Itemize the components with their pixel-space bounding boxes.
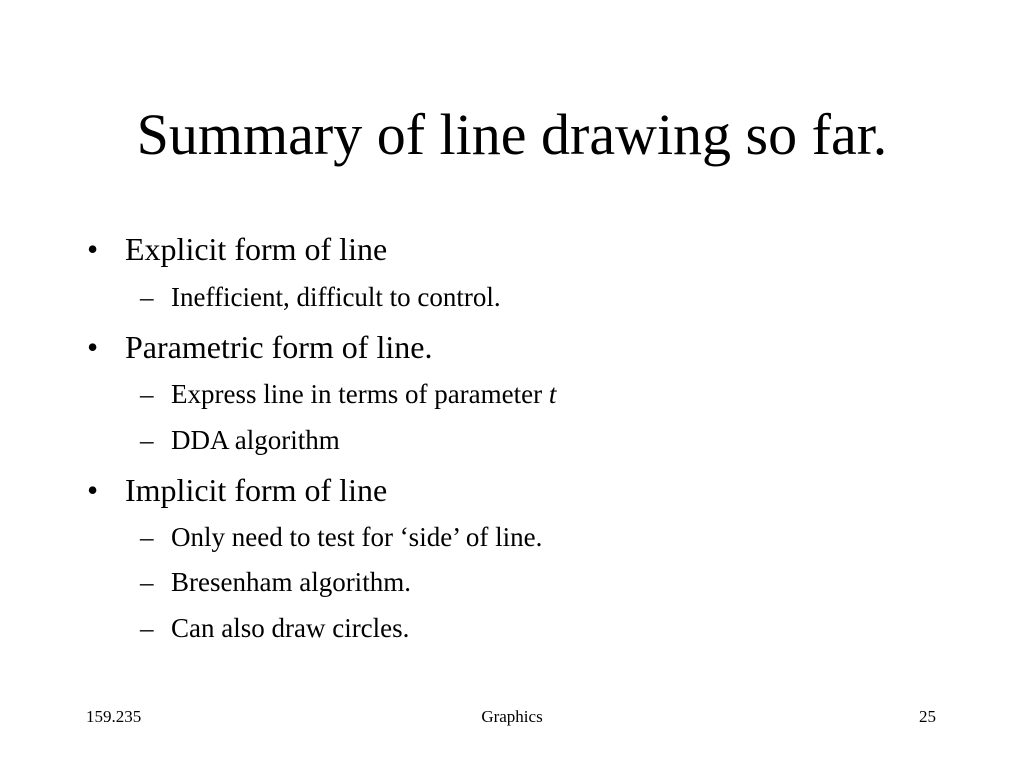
sub-bullet-marker: – xyxy=(140,613,154,643)
sub-bullet-text: Bresenham algorithm. xyxy=(171,567,411,597)
sub-bullet-marker: – xyxy=(140,379,154,409)
sub-bullet-text: Inefficient, difficult to control. xyxy=(171,282,501,312)
sub-bullet-marker: – xyxy=(140,522,154,552)
footer-slide-number: 25 xyxy=(919,707,936,726)
sub-bullet-marker: – xyxy=(140,567,154,597)
sub-bullet-text: DDA algorithm xyxy=(171,425,340,455)
slide-title: Summary of line drawing so far. xyxy=(136,102,888,167)
bullet-text: Implicit form of line xyxy=(125,472,388,508)
sub-bullet-text: Can also draw circles. xyxy=(171,613,410,643)
footer-subject: Graphics xyxy=(481,707,543,726)
bullet-text: Parametric form of line. xyxy=(125,329,433,365)
sub-bullet-text-container xyxy=(171,377,556,411)
sub-bullet-text: Express line in terms of parameter xyxy=(171,379,549,409)
bullet-marker: • xyxy=(87,231,99,267)
bullet-marker: • xyxy=(87,329,99,365)
sub-bullet-marker: – xyxy=(140,282,154,312)
footer-course-code: 159.235 xyxy=(86,707,142,726)
bullet-text: Explicit form of line xyxy=(125,231,388,267)
sub-bullet-marker: – xyxy=(140,425,154,455)
sub-bullet-text: Only need to test for ‘side’ of line. xyxy=(171,522,543,552)
parameter-symbol: t xyxy=(548,379,557,409)
bullet-marker: • xyxy=(87,472,99,508)
